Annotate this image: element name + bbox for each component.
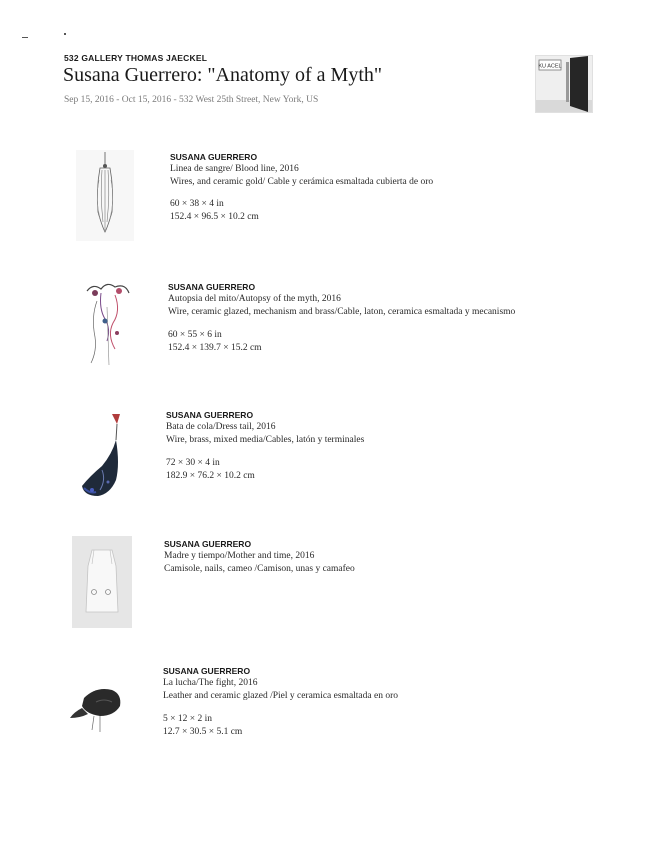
artwork-image-autopsy-of-the-myth bbox=[77, 277, 139, 371]
artwork-title: Autopsia del mito/Autopsy of the myth, 2016 bbox=[168, 294, 341, 304]
artwork-dimensions-in: 5 × 12 × 2 in bbox=[163, 714, 212, 724]
artwork-materials: Wires, and ceramic gold/ Cable y cerámica esmaltada cubierta de oro bbox=[170, 177, 434, 187]
artwork-dimensions-cm: 152.4 × 96.5 × 10.2 cm bbox=[170, 212, 259, 222]
artwork-dimensions-in: 72 × 30 × 4 in bbox=[166, 458, 220, 468]
exhibition-title: Susana Guerrero: "Anatomy of a Myth" bbox=[63, 64, 383, 86]
exhibition-dates-location: Sep 15, 2016 - Oct 15, 2016 - 532 West 25th Street, New York, US bbox=[64, 95, 319, 105]
artwork-dimensions-cm: 152.4 × 139.7 × 15.2 cm bbox=[168, 343, 262, 353]
gallery-sign-text: KU ACEL bbox=[538, 63, 562, 70]
artist-name: SUSANA GUERRERO bbox=[170, 152, 258, 162]
artwork-dimensions-cm: 182.9 × 76.2 × 10.2 cm bbox=[166, 471, 255, 481]
artwork-materials: Wire, ceramic glazed, mechanism and brass/Cable, laton, ceramica esmaltada y mecanismo bbox=[168, 307, 516, 317]
artwork-title: Bata de cola/Dress tail, 2016 bbox=[166, 422, 276, 432]
artist-name: SUSANA GUERRERO bbox=[163, 666, 251, 676]
artwork-image-the-fight bbox=[56, 672, 146, 742]
artwork-title: Linea de sangre/ Blood line, 2016 bbox=[170, 164, 299, 174]
artwork-image-blood-line bbox=[76, 150, 134, 241]
gallery-name: 532 GALLERY THOMAS JAECKEL bbox=[64, 53, 208, 63]
artwork-dimensions-cm: 12.7 × 30.5 × 5.1 cm bbox=[163, 727, 243, 737]
artwork-image-dress-tail bbox=[72, 410, 138, 502]
artist-name: SUSANA GUERRERO bbox=[168, 282, 256, 292]
scan-speck bbox=[64, 33, 66, 35]
artwork-title: Madre y tiempo/Mother and time, 2016 bbox=[164, 551, 315, 561]
artwork-dimensions-in: 60 × 55 × 6 in bbox=[168, 330, 222, 340]
scan-speck bbox=[22, 37, 28, 38]
artwork-materials: Camisole, nails, cameo /Camison, unas y camafeo bbox=[164, 564, 355, 574]
artist-name: SUSANA GUERRERO bbox=[166, 410, 254, 420]
gallery-interior-image bbox=[536, 56, 592, 112]
artwork-image-mother-and-time bbox=[72, 536, 132, 628]
artwork-materials: Leather and ceramic glazed /Piel y ceramica esmaltada en oro bbox=[163, 691, 398, 701]
artwork-title: La lucha/The fight, 2016 bbox=[163, 678, 258, 688]
artwork-materials: Wire, brass, mixed media/Cables, latón y terminales bbox=[166, 435, 365, 445]
exhibition-thumbnail bbox=[535, 55, 593, 113]
artwork-dimensions-in: 60 × 38 × 4 in bbox=[170, 199, 224, 209]
artist-name: SUSANA GUERRERO bbox=[164, 539, 252, 549]
